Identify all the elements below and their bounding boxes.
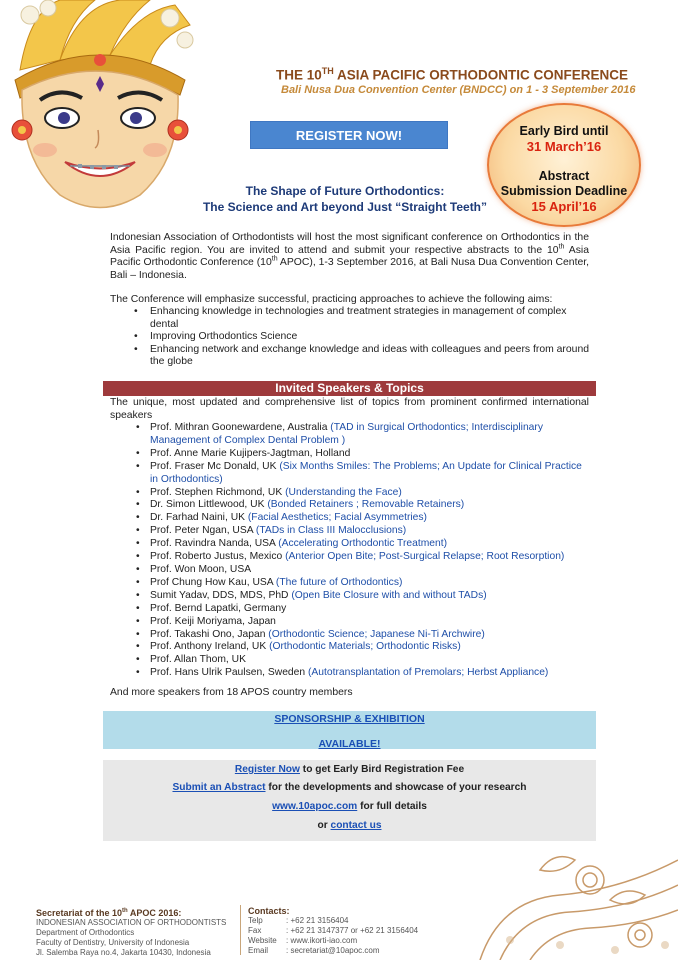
secretariat-faculty: Faculty of Dentistry, University of Indonesia xyxy=(36,938,190,947)
speaker-item: • Prof. Takashi Ono, Japan (Orthodontic Science; Japanese Ni-Ti Archwire) xyxy=(110,629,589,642)
register-now-link[interactable]: Register Now xyxy=(234,764,300,775)
speakers-intro: The unique, most updated and comprehensive list of topics from prominent confirmed international speakers xyxy=(110,397,589,421)
abstract-deadline-date: 15 April’16 xyxy=(531,199,597,214)
speaker-item: • Prof. Anne Marie Kujipers-Jagtman, Holland xyxy=(110,448,589,461)
speaker-item: • Prof. Bernd Lapatki, Germany xyxy=(110,603,589,616)
contact-us-link[interactable]: contact us xyxy=(330,820,382,831)
conference-venue-subtitle: Bali Nusa Dua Convention Center (BNDCC) on 1 - 3 September 2016 xyxy=(281,84,636,96)
list-item: • Enhancing network and exchange knowledge and ideas with colleagues and peers from around the globe xyxy=(110,344,589,369)
early-bird-label: Early Bird until xyxy=(519,124,609,138)
sponsorship-available-link[interactable]: AVAILABLE! xyxy=(318,738,381,750)
contact-row: Email : secretariat@10apoc.com xyxy=(248,946,380,955)
secretariat-address: Jl. Salemba Raya no.4, Jakarta 10430, Indonesia xyxy=(36,948,211,957)
contact-row: Website : www.ikorti-iao.com xyxy=(248,936,358,945)
contact-row: Fax : +62 21 3147377 or +62 21 3156404 xyxy=(248,926,419,935)
speaker-item: • Prof. Peter Ngan, USA (TADs in Class III Malocclusions) xyxy=(110,525,589,538)
speaker-item: • Prof Chung How Kau, USA (The future of Orthodontics) xyxy=(110,577,589,590)
contact-row: Telp : +62 21 3156404 xyxy=(248,916,349,925)
secretariat-block xyxy=(36,906,236,958)
speaker-item: • Prof. Hans Ulrik Paulsen, Sweden (Autotransplantation of Premolars; Herbst Appliance) xyxy=(110,667,589,680)
sponsorship-exhibition-link[interactable]: SPONSORSHIP & EXHIBITION xyxy=(274,713,425,725)
secretariat-department: Department of Orthodontics xyxy=(36,928,135,937)
speaker-item: • Prof. Roberto Justus, Mexico (Anterior Open Bite; Post-Surgical Relapse; Root Resorption) xyxy=(110,551,589,564)
batik-ornament xyxy=(440,840,678,960)
secretariat-heading: Secretariat of the 10th APOC 2016: xyxy=(36,908,182,918)
conference-title: THE 10TH ASIA PACIFIC ORTHODONTIC CONFERENCE xyxy=(276,66,629,83)
speaker-item: • Prof. Ravindra Nanda, USA (Accelerating Orthodontic Treatment) xyxy=(110,538,589,551)
abstract-cta-line: Submit an Abstract for the developments and showcase of your research xyxy=(172,782,527,793)
speaker-item: • Prof. Won Moon, USA xyxy=(110,564,589,577)
speaker-item: • Sumit Yadav, DDS, MDS, PhD (Open Bite Closure with and without TADs) xyxy=(110,590,589,603)
early-bird-date: 31 March’16 xyxy=(526,139,602,154)
speaker-item: • Prof. Allan Thom, UK xyxy=(110,654,589,667)
contact-cta-line: or contact us xyxy=(317,820,382,831)
website-cta-line: www.10apoc.com for full details xyxy=(272,801,427,812)
theme-line-1: The Shape of Future Orthodontics: xyxy=(245,184,445,198)
speaker-item: • Prof. Fraser Mc Donald, UK (Six Months Smiles: The Problems; An Update for Clinical Practice in Orthodontics) xyxy=(110,461,589,487)
register-cta-line: Register Now to get Early Bird Registration Fee xyxy=(234,764,465,775)
list-item: • Improving Orthodontics Science xyxy=(110,331,589,344)
secretariat-org: INDONESIAN ASSOCIATION OF ORTHODONTISTS xyxy=(36,918,227,927)
contacts-block xyxy=(248,906,448,956)
register-now-button[interactable]: REGISTER NOW! xyxy=(250,121,448,149)
speaker-item: • Dr. Farhad Naini, UK (Facial Aesthetics; Facial Asymmetries) xyxy=(110,512,589,525)
speaker-item: • Prof. Mithran Goonewardene, Australia (TAD in Surgical Orthodontics; Interdisciplinary Management of Complex Dental Problem ) xyxy=(110,422,589,448)
speaker-item: • Prof. Anthony Ireland, UK (Orthodontic Materials; Orthodontic Risks) xyxy=(110,641,589,654)
theme-line-2: The Science and Art beyond Just “Straight Teeth” xyxy=(202,200,488,214)
speakers-section-header: Invited Speakers & Topics xyxy=(103,381,596,396)
speaker-item: • Prof. Keiji Moriyama, Japan xyxy=(110,616,589,629)
speaker-item: • Prof. Stephen Richmond, UK (Understanding the Face) xyxy=(110,487,589,500)
intro-paragraph: Indonesian Association of Orthodontists will host the most significant conference on Orthodontics in the Asia Pacific region. You are invited to attend and submit your respective abstracts to the 10th Asia Pacific Orthodontic Conference (10th APOC), 1-3 September 2016, at Bali Nusa Dua Convention Center, Bali – Indonesia. xyxy=(110,232,590,281)
list-item: • Enhancing knowledge in technologies and treatment strategies in management of complex dental xyxy=(110,306,589,331)
speaker-item: • Dr. Simon Littlewood, UK (Bonded Retainers ; Removable Retainers) xyxy=(110,499,589,512)
abstract-label: Abstract xyxy=(538,169,590,183)
footer-divider xyxy=(240,905,241,955)
submit-abstract-link[interactable]: Submit an Abstract xyxy=(172,782,266,793)
website-link[interactable]: www.10apoc.com xyxy=(272,801,358,812)
aims-list xyxy=(110,306,589,369)
balinese-mascot-illustration xyxy=(0,0,220,220)
contacts-heading: Contacts: xyxy=(248,906,290,916)
submission-deadline-label: Submission Deadline xyxy=(500,184,628,198)
more-speakers-note: And more speakers from 18 APOS country members xyxy=(110,687,353,698)
aims-intro: The Conference will emphasize successful, practicing approaches to achieve the following aims: xyxy=(110,294,553,305)
speakers-list xyxy=(110,422,589,680)
